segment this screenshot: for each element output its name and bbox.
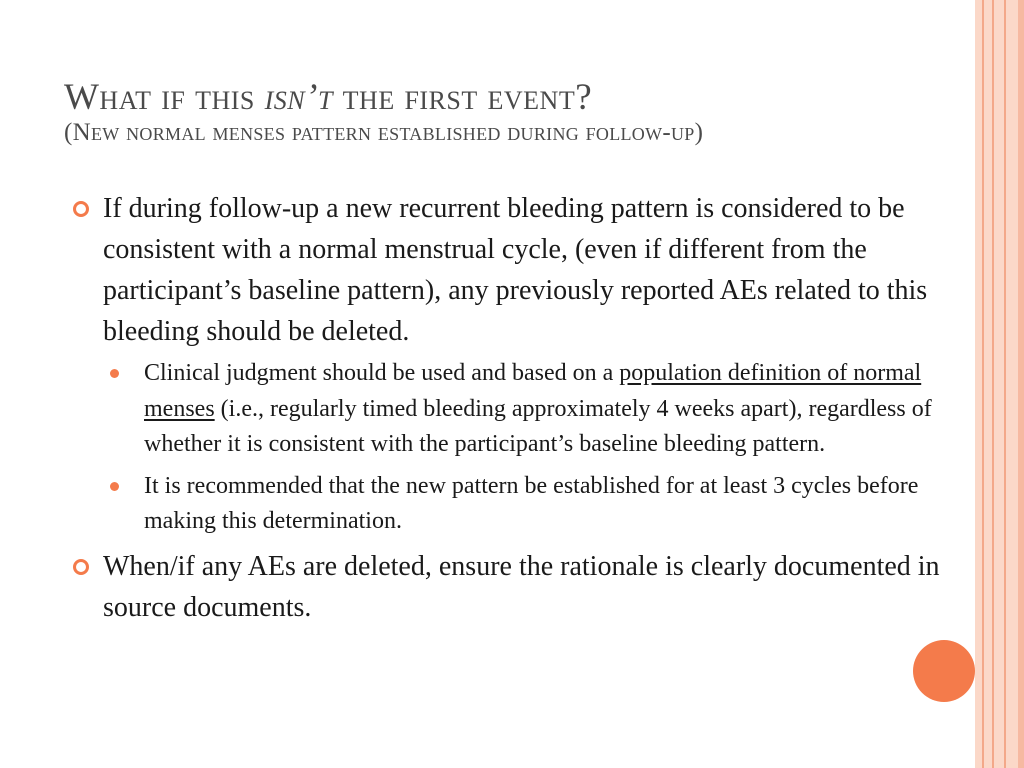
- title-main-part2: the first event?: [332, 77, 593, 118]
- decorative-stripe-edge: [1018, 0, 1024, 768]
- title-subtitle: (New normal menses pattern established during follow-up): [64, 119, 704, 146]
- bullet-item: [70, 546, 970, 628]
- bullet-text: When/if any AEs are deleted, ensure the rationale is clearly documented in source documents.: [103, 550, 940, 623]
- slide-content: [70, 188, 970, 632]
- decorative-stripe-line: [992, 0, 994, 768]
- bullet-text: If during follow-up a new recurrent bleeding pattern is considered to be consistent with a normal menstrual cycle, (even if different from the participant’s baseline pattern), any previously reported AEs related to this bleeding should be deleted.: [103, 193, 928, 347]
- sub-bullet-text-start: Clinical judgment should be used and based on a: [144, 360, 620, 386]
- decorative-stripe-line: [982, 0, 984, 768]
- title-main: [64, 78, 944, 118]
- decorative-stripe-line: [1004, 0, 1006, 768]
- bullet-item: [70, 188, 970, 352]
- underlined-term: population definition of normal menses: [144, 360, 922, 422]
- sub-bullet-text-end: (i.e., regularly timed bleeding approximately 4 weeks apart), regardless of whether it is consistent with the participant’s baseline bleeding pattern.: [144, 395, 932, 457]
- sub-bullet-item: [70, 469, 970, 540]
- title-main-emphasis: isn’t: [264, 77, 333, 118]
- ring-bullet-icon: [73, 201, 89, 217]
- dot-bullet-icon: [110, 369, 119, 378]
- title-main-part1: What if this: [64, 77, 265, 118]
- dot-bullet-icon: [110, 482, 119, 491]
- decorative-circle: [913, 640, 975, 702]
- ring-bullet-icon: [73, 559, 89, 575]
- sub-bullet-item: [70, 356, 970, 463]
- slide-title: [64, 78, 944, 148]
- sub-bullet-text: It is recommended that the new pattern be established for at least 3 cycles before making this determination.: [144, 472, 919, 534]
